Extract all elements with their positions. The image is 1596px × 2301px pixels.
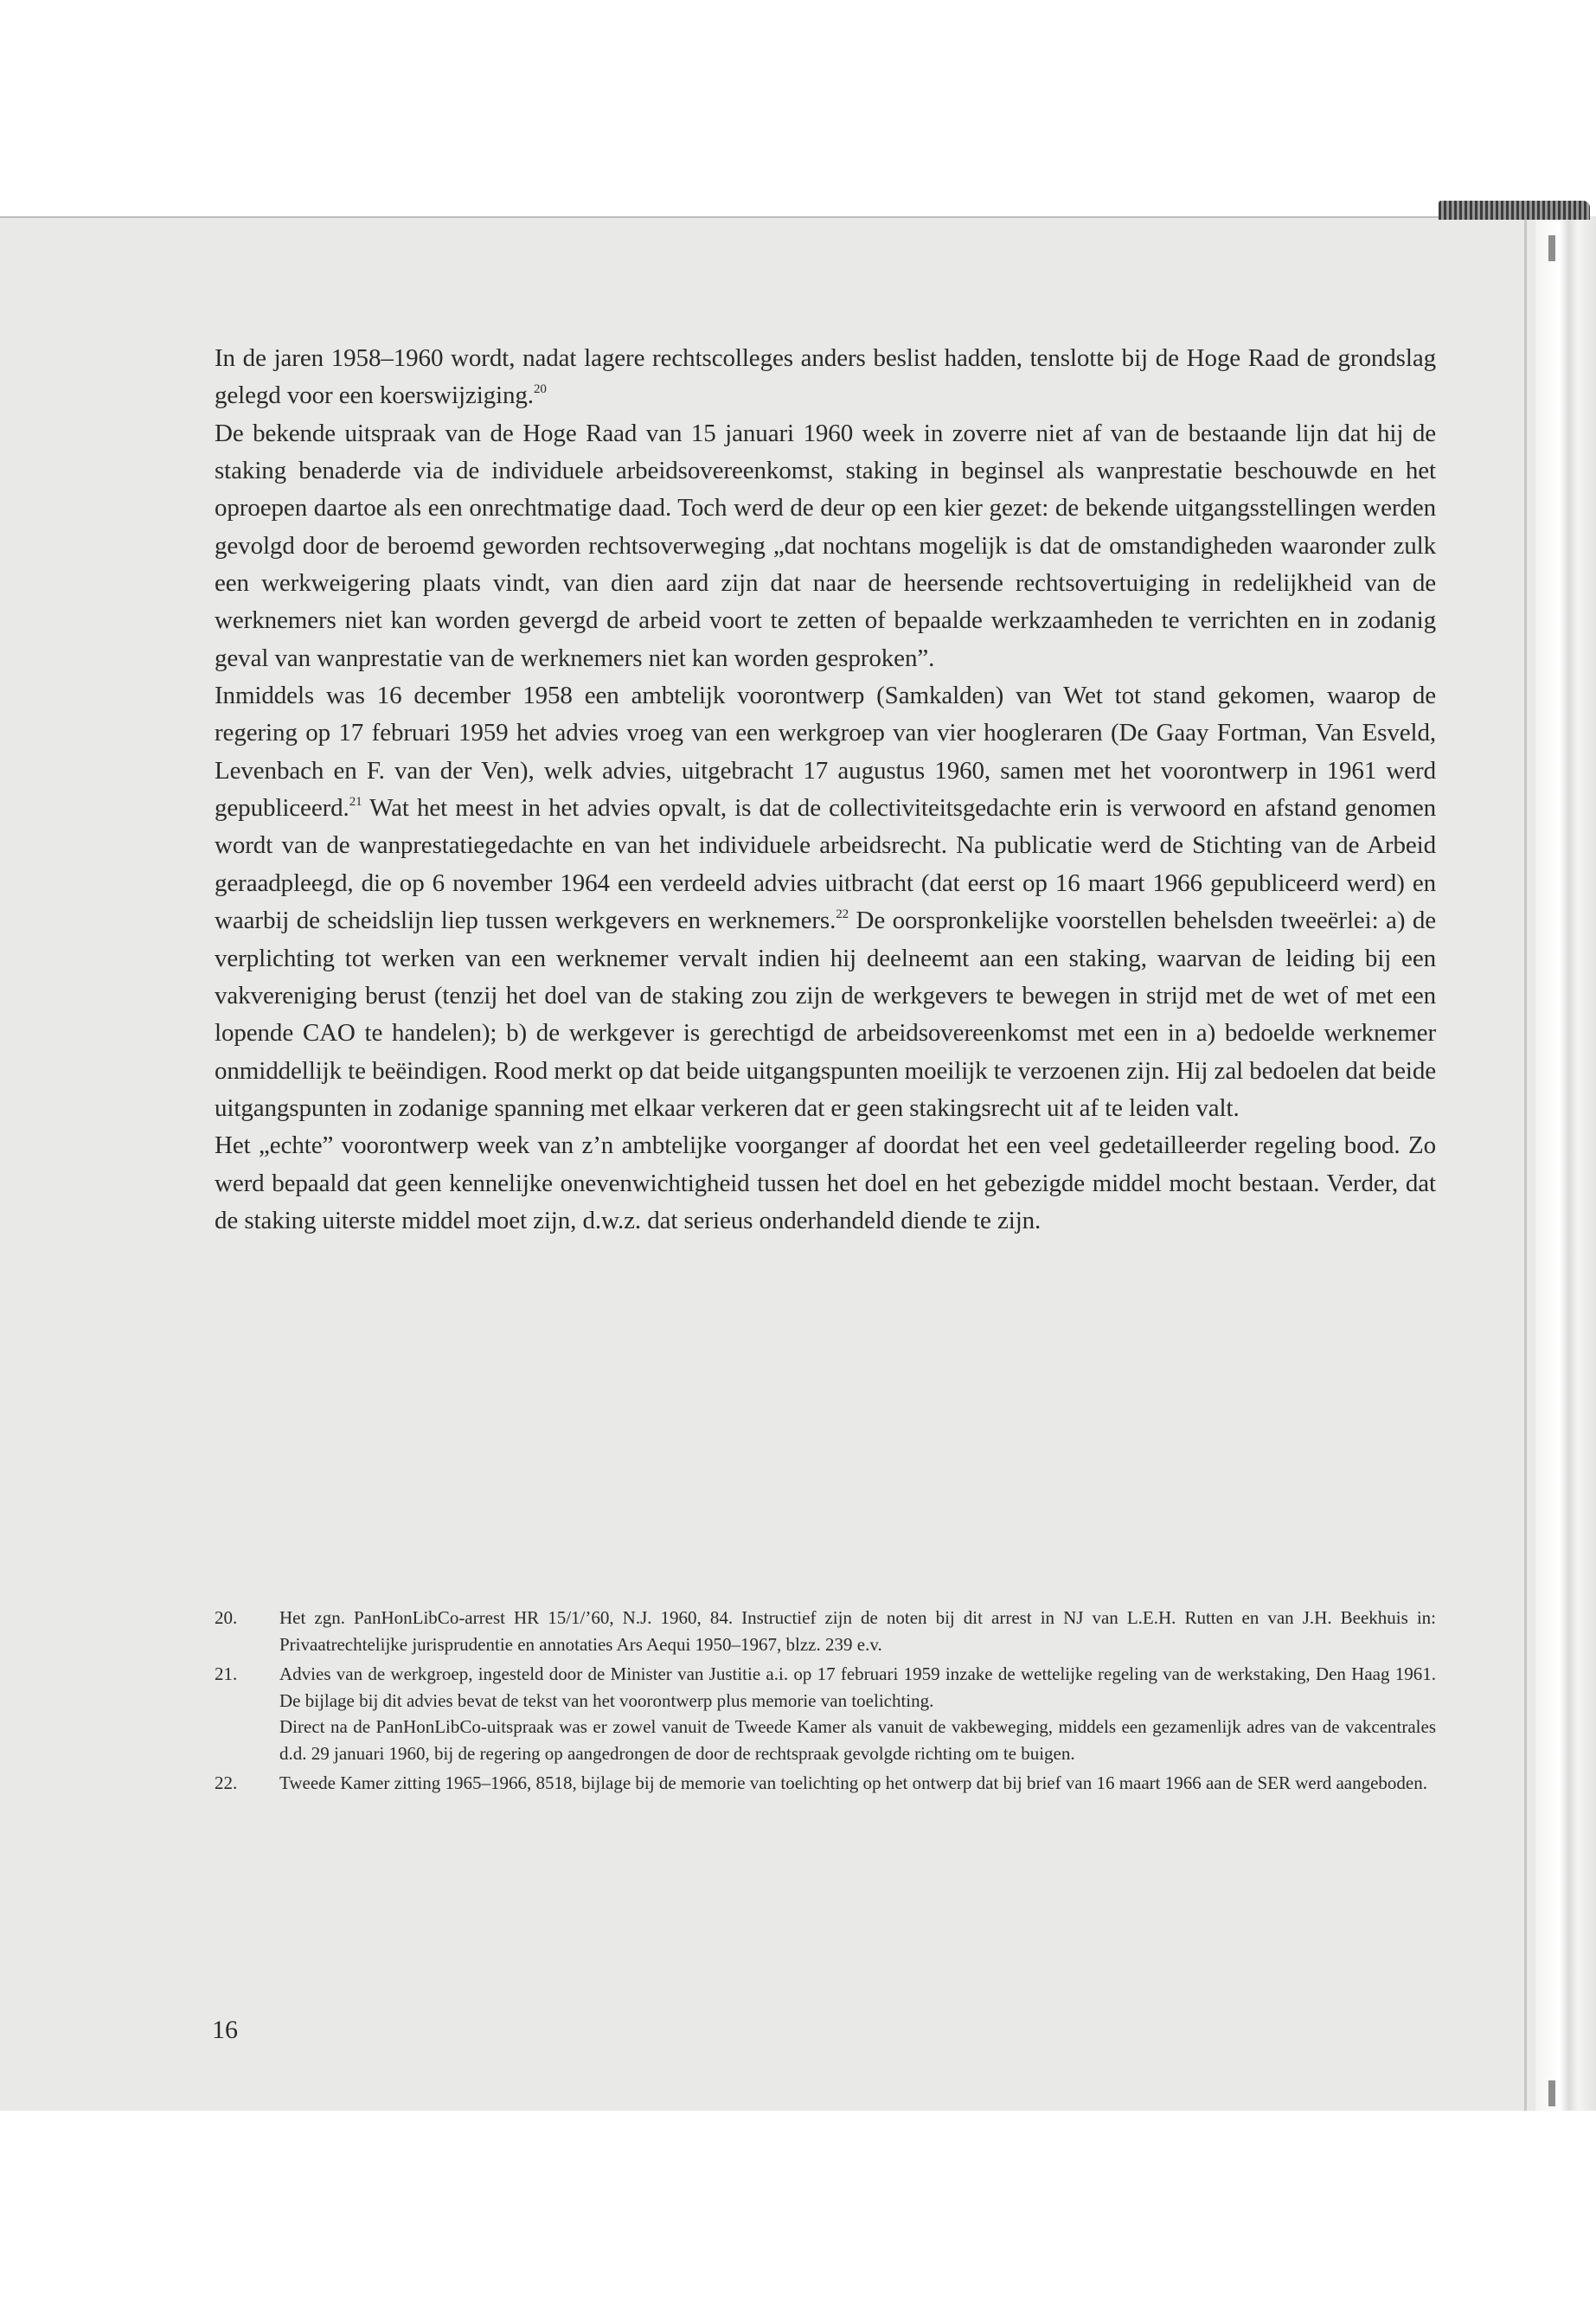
footnote-text: Direct na de PanHonLibCo-uitspraak was er zowel vanuit de Tweede Kamer als vanuit de vakbeweging, middels een gezamenlijk adres van de vakcentrales d.d. 29 januari 1960, bij de regering op aangedrongen de door de rechtspraak gevolgde richting om te buigen. (279, 1716, 1436, 1764)
footnote (215, 1661, 1436, 1766)
paragraph-text: Het „echte” voorontwerp week van z’n ambtelijke voorganger af doordat het een veel gedetailleerder regeling bood. Zo werd bepaald dat geen kennelijke onevenwichtigheid tussen het doel en het gebezigde middel mocht bestaan. Verder, dat de staking uiterste middel moet zijn, d.w.z. dat serieus onderhandeld diende te zijn. (215, 1131, 1436, 1234)
footnote-number: 21. (215, 1663, 238, 1684)
page-number: 16 (212, 2016, 238, 2044)
footnotes (215, 1605, 1436, 1800)
book-page-edge (1535, 216, 1596, 2111)
footnote-body (279, 1605, 1436, 1657)
footnote (215, 1605, 1436, 1657)
page-edge-shadow (1524, 216, 1527, 2111)
footnote-text: Tweede Kamer zitting 1965–1966, 8518, bijlage bij de memorie van toelichting op het ontwerp dat bij brief van 16 maart 1966 aan de SER werd aangeboden. (279, 1772, 1427, 1793)
body-paragraph (215, 1127, 1436, 1240)
footnote-reference: 21 (349, 795, 362, 810)
footnote-reference: 22 (836, 907, 849, 922)
footnote-reference: 20 (533, 382, 547, 397)
edge-mark-bottom (1548, 2080, 1555, 2106)
footnote-text: Advies van de werkgroep, ingesteld door de Minister van Justitie a.i. op 17 februari 1959 inzake de wettelijke regeling van de werkstaking, Den Haag 1961. De bijlage bij dit advies bevat de tekst van het voorontwerp plus memorie van toelichting. (279, 1663, 1436, 1711)
footnote-number: 20. (215, 1607, 238, 1628)
footnote (215, 1770, 1436, 1797)
paragraph-text: De bekende uitspraak van de Hoge Raad van 15 januari 1960 week in zoverre niet af van de bestaande lijn dat hij de staking benaderde via de individuele arbeidsovereenkomst, staking in beginsel als wanprestatie beschouwde en het oproepen daartoe als een onrechtmatige daad. Toch werd de deur op een kier gezet: de bekende uitgangsstellingen werden gevolgd door de beroemd geworden rechtsoverweging „dat nochtans mogelijk is dat de omstandigheden waaronder zulk een werkweigering plaats vindt, van dien aard zijn dat naar de heersende rechtsovertuiging in redelijkheid van de werknemers niet kan worden gevergd de arbeid voort te zetten of bepaalde werkzaamheden te verrichten en in zodanig geval van wanprestatie van de werknemers niet kan worden gesproken”. (215, 419, 1436, 672)
footnote-text: Het zgn. PanHonLibCo-arrest HR 15/1/’60, N.J. 1960, 84. Instructief zijn de noten bij dit arrest in NJ van L.E.H. Rutten en van J.H. Beekhuis in: Privaatrechtelijke jurisprudentie en annotaties Ars Aequi 1950–1967, blzz. 239 e.v. (279, 1607, 1436, 1655)
paragraph-text: Wat het meest in het advies opvalt, is dat de collectiviteitsgedachte erin is verwoord en afstand genomen wordt van de wanprestatiegedachte en van het individuele arbeidsrecht. Na publicatie werd de Stichting van de Arbeid geraadpleegd, die op 6 november 1964 een verdeeld advies uitbracht (dat eerst op 16 maart 1966 gepubliceerd werd) en waarbij de scheidslijn liep tussen werkgevers en werknemers. (215, 794, 1436, 935)
paragraph-text: Inmiddels was 16 december 1958 een ambtelijk voorontwerp (Samkalden) van Wet tot stand gekomen, waarop de regering op 17 februari 1959 het advies vroeg van een werkgroep van vier hoogleraren (De Gaay Fortman, Van Esveld, Levenbach en F. van der Ven), welk advies, uitgebracht 17 augustus 1960, samen met het voorontwerp in 1961 werd gepubliceerd. (215, 682, 1436, 823)
footnote-body (279, 1770, 1436, 1797)
footnote-number: 22. (215, 1772, 238, 1793)
footnote-body (279, 1661, 1436, 1766)
paragraph-text: De oorspronkelijke voorstellen behelsden tweeërlei: a) de verplichting tot werken van een werknemer vervalt indien hij deelneemt aan een staking, waarvan de leiding bij een vakvereniging berust (tenzij het doel van de staking zou zijn de werkgevers te bewegen in strijd met de wet of met een lopende CAO te handelen); b) de werkgever is gerechtigd de arbeidsovereenkomst met een in a) bedoelde werknemer onmiddellijk te beëindigen. Rood merkt op dat beide uitgangspunten moeilijk te verzoenen zijn. Hij zal bedoelen dat beide uitgangspunten in zodanige spanning met elkaar verkeren dat er geen stakingsrecht uit af te leiden valt. (215, 907, 1437, 1122)
body-text (215, 340, 1436, 1240)
body-paragraph (215, 415, 1436, 677)
body-paragraph (215, 340, 1436, 415)
binding-mark (1439, 201, 1590, 220)
edge-mark-top (1548, 235, 1555, 261)
paragraph-text: In de jaren 1958–1960 wordt, nadat lagere rechtscolleges anders beslist hadden, tenslotte bij de Hoge Raad de grondslag gelegd voor een koerswijziging. (215, 344, 1436, 410)
body-paragraph (215, 677, 1436, 1127)
